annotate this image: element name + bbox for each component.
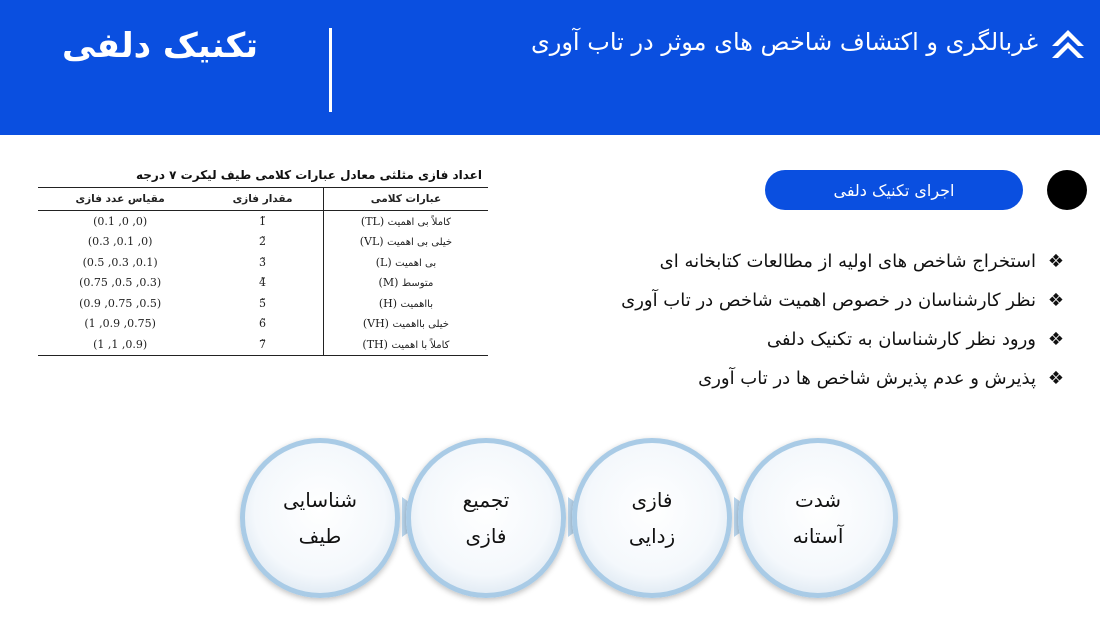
step-circle-defuzzification: [572, 438, 732, 598]
value-cell: 7̃: [202, 334, 323, 355]
slide-subtitle: غربالگری و اکتشاف شاخص های موثر در تاب آوری: [530, 28, 1038, 56]
term-cell: [323, 232, 488, 253]
fuzzy-table-block: [38, 168, 488, 356]
term-text: خیلی بی اهمیت: [387, 237, 453, 249]
scale-cell: (0, 0, 0.1): [93, 214, 148, 228]
bullet-list: [548, 242, 1068, 398]
scale-cell: (0.75, 0.9, 1): [84, 317, 156, 331]
scale-cell: (0.9, 1, 1): [38, 334, 202, 355]
scale-cell: (0.3, 0.5, 0.75): [79, 276, 162, 290]
step-circle-aggregation: [406, 438, 566, 598]
diamond-bullet-icon: ❖: [1047, 329, 1065, 350]
term-cell: [323, 273, 488, 294]
column-header-scale: مقیاس عدد فازی: [38, 188, 202, 211]
term-text: کاملاً با اهمیت: [391, 339, 450, 351]
step-label-line1: تجمیع: [462, 488, 510, 512]
step-circle-threshold: [738, 438, 898, 598]
term-cell: [323, 252, 488, 273]
step-arrow-icon: [402, 497, 430, 537]
table-caption: اعداد فازی مثلثی معادل عبارات کلامی طیف لیکرت ۷ درجه: [136, 168, 482, 182]
table-row: [38, 334, 488, 355]
term-cell: [323, 314, 488, 335]
list-item: [548, 281, 1068, 320]
fuzzy-number-table: [38, 187, 488, 356]
bullet-text: ورود نظر کارشناسان به تکنیک دلفی: [766, 329, 1036, 350]
table-row: [38, 293, 488, 314]
diamond-bullet-icon: ❖: [1047, 290, 1065, 311]
table-row: [38, 252, 488, 273]
section-heading-pill: اجرای تکنیک دلفی: [765, 170, 1023, 210]
column-header-term: عبارات کلامی: [323, 188, 488, 211]
header-banner: [0, 0, 1100, 135]
term-abbr: (VL): [359, 235, 384, 249]
list-item: [548, 359, 1068, 398]
diamond-bullet-icon: ❖: [1047, 251, 1065, 272]
scale-cell: (0.1, 0.3, 0.5): [82, 255, 158, 269]
value-cell: 2̃: [259, 235, 267, 249]
term-cell: [323, 293, 488, 314]
black-circle-marker: [1047, 170, 1087, 210]
table-row: [38, 273, 488, 294]
step-arrow-icon: [734, 497, 762, 537]
step-label-line2: آستانه: [792, 524, 844, 548]
step-label-line2: فازی: [465, 524, 507, 548]
step-label-line2: زدایی: [628, 524, 676, 548]
step-label-line1: شدت: [794, 488, 842, 512]
table-row: [38, 211, 488, 232]
value-cell: 3̃: [259, 255, 267, 269]
term-abbr: (TL): [360, 214, 385, 228]
term-text: کاملاً بی اهمیت: [387, 216, 451, 228]
column-header-value: مقدار فازی: [202, 188, 323, 211]
term-text: متوسط: [401, 278, 434, 290]
term-abbr: (H): [378, 296, 398, 310]
step-label-line1: فازی: [631, 488, 673, 512]
diamond-bullet-icon: ❖: [1047, 368, 1065, 389]
bullet-text: پذیرش و عدم پذیرش شاخص ها در تاب آوری: [698, 368, 1036, 389]
term-abbr: (M): [378, 276, 399, 290]
scale-cell: (0, 0.1, 0.3): [87, 235, 153, 249]
bullet-text: نظر کارشناسان در خصوص اهمیت شاخص در تاب آوری: [621, 290, 1036, 311]
step-circle-spectrum: [240, 438, 400, 598]
value-cell: 4̃: [259, 276, 267, 290]
term-abbr: (TH): [362, 337, 388, 351]
step-label-line1: شناسایی: [283, 488, 357, 512]
header-divider: [329, 28, 332, 112]
list-item: [548, 320, 1068, 359]
table-row: [38, 314, 488, 335]
term-text: بااهمیت: [400, 298, 434, 310]
double-chevron-logo-icon: [1048, 24, 1088, 64]
list-item: [548, 242, 1068, 281]
term-text: خیلی بااهمیت: [392, 319, 449, 331]
term-abbr: (L): [375, 255, 392, 269]
bullet-text: استخراج شاخص های اولیه از مطالعات کتابخانه ای: [659, 251, 1036, 272]
scale-cell: (0.5, 0.75, 0.9): [79, 296, 162, 310]
table-header-row: [38, 188, 488, 211]
value-cell: 6̃: [259, 317, 267, 331]
term-cell: [323, 211, 488, 232]
step-arrow-icon: [568, 497, 596, 537]
value-cell: 5̃: [259, 296, 267, 310]
term-cell: [323, 334, 488, 355]
step-label-line2: طیف: [298, 524, 342, 548]
value-cell: 1̃: [259, 214, 267, 228]
table-row: [38, 232, 488, 253]
term-text: بی اهمیت: [395, 257, 437, 269]
slide-title: تکنیک دلفی: [61, 26, 259, 66]
term-abbr: (VH): [362, 317, 389, 331]
